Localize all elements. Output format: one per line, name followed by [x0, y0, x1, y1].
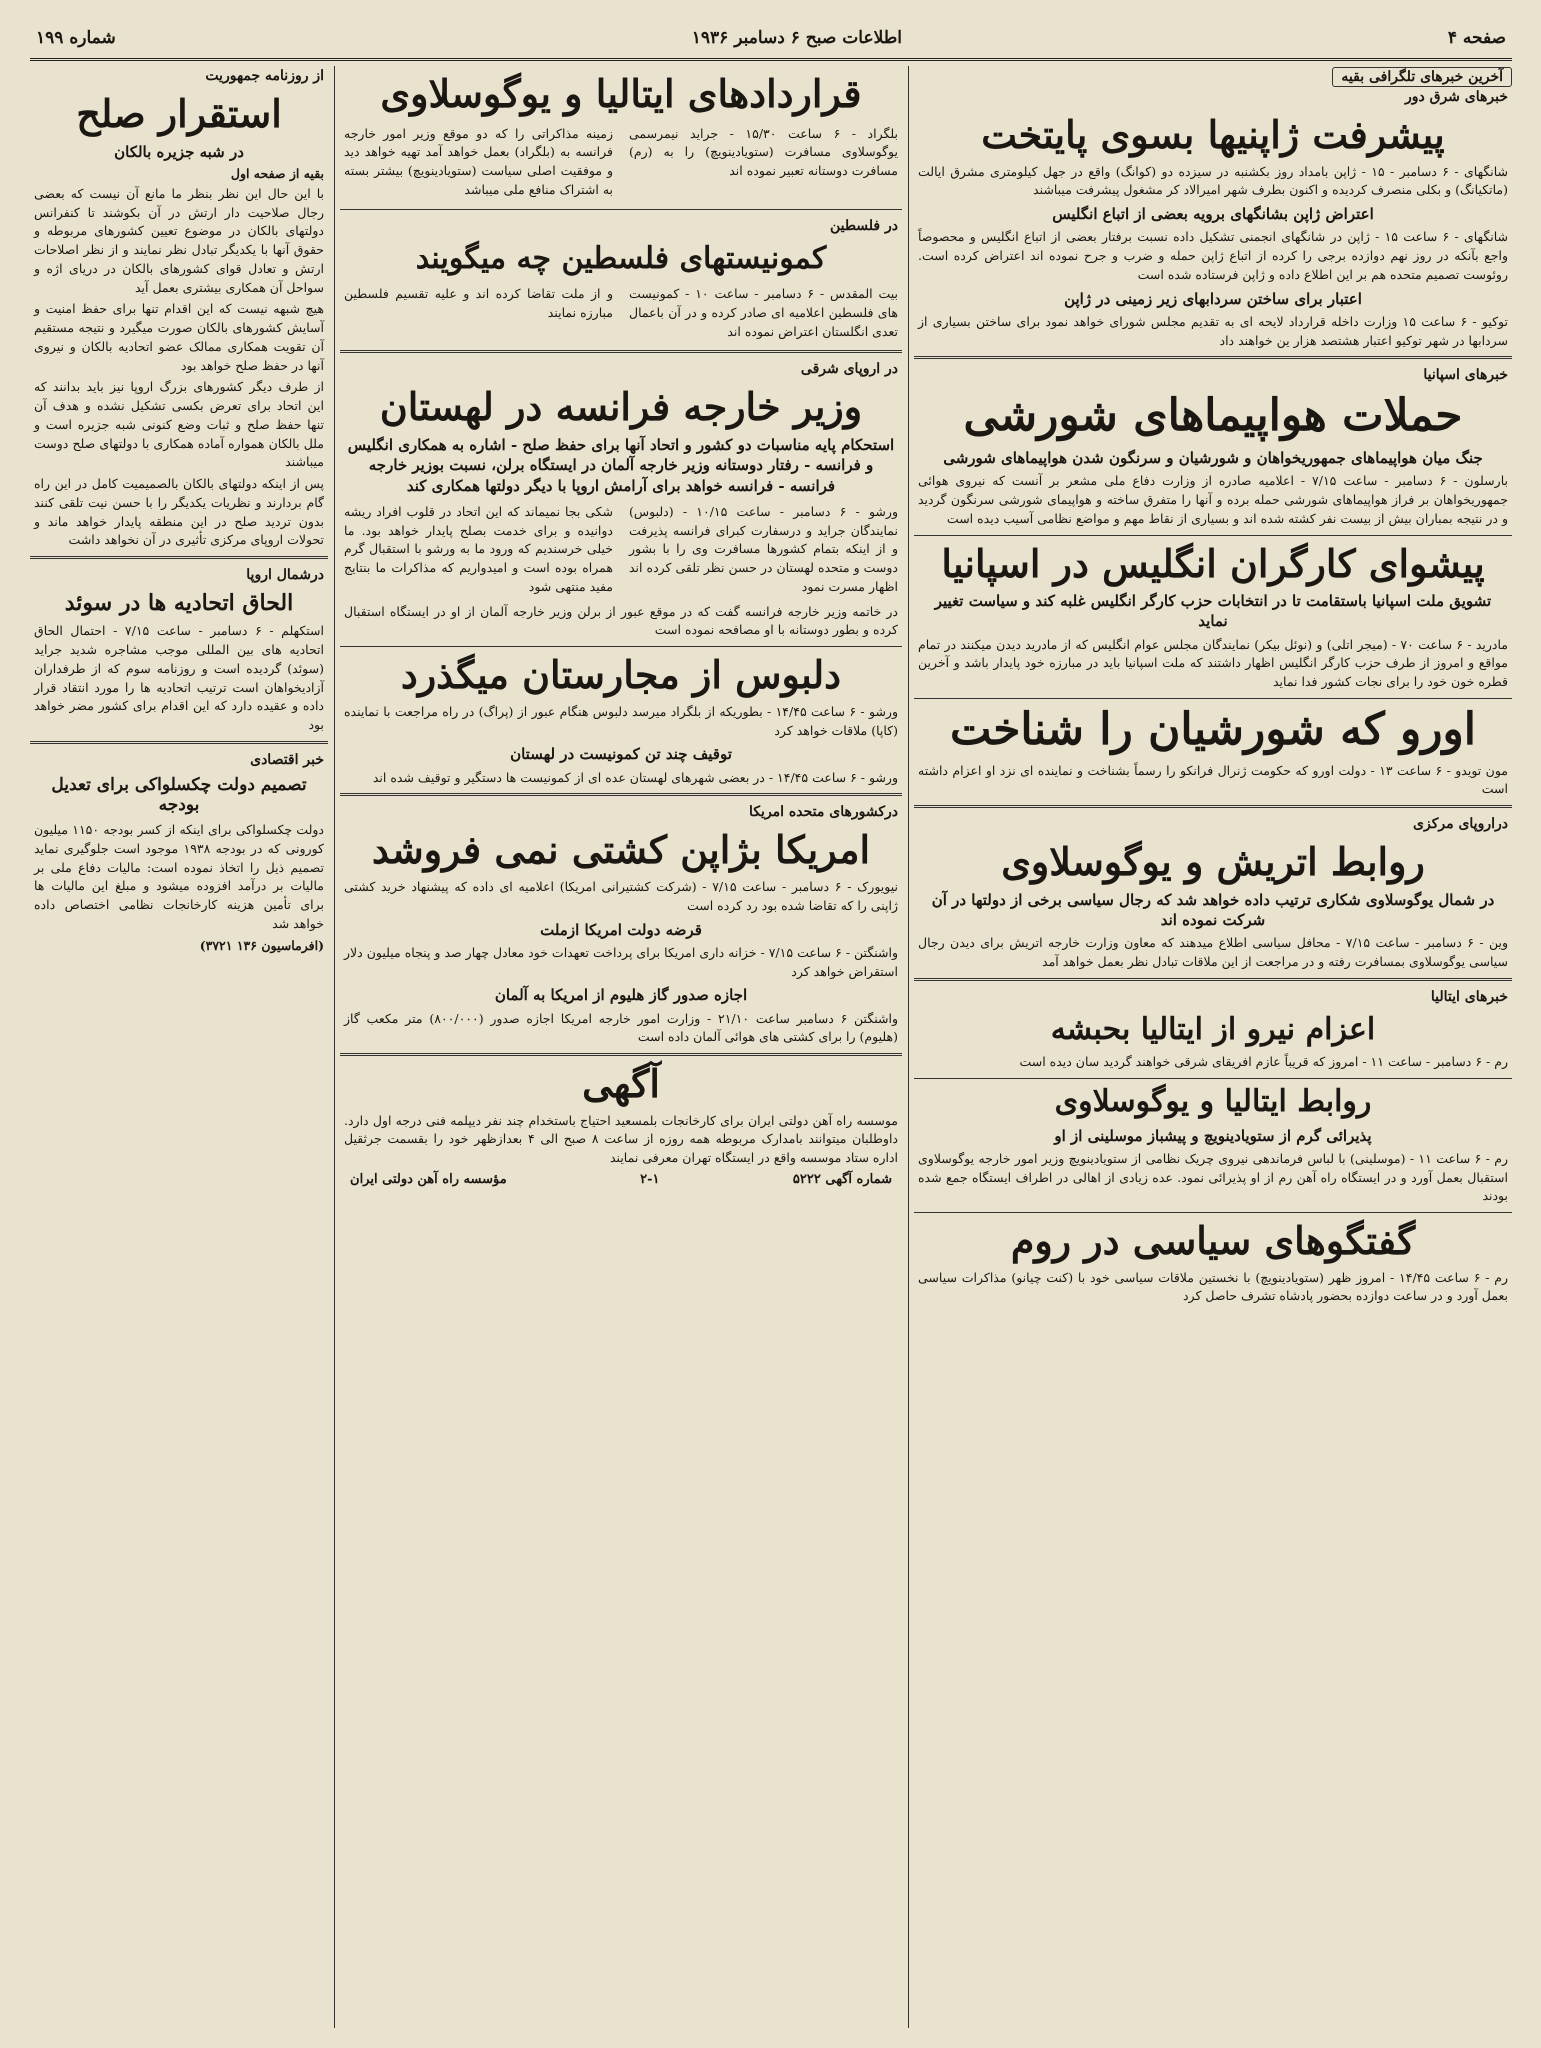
article-body: هیچ شبهه نیست که این اقدام تنها برای حفظ امنیت و آسایش کشورهای بالکان صورت میگیرد و نتیجه مستقیم آن تقویت همکاری ممالک عضو اتحادیه بالکان و نیروی آنها در حفظ صلح خواهد بود: [34, 301, 324, 373]
section-label: در اروپای شرقی: [800, 361, 898, 378]
section-label: خبرهای شرق دور: [1404, 89, 1508, 105]
reference: (افرماسیون ۱۳۶ ۳۷۲۱): [199, 937, 324, 953]
subheadline: در شمال یوگوسلاوی شکاری ترتیب داده خواهد شد که رجال سیاسی برخی از دولتها در آن شرکت نموده اند: [931, 890, 1495, 929]
article-palestine: [340, 242, 902, 345]
divider: [914, 698, 1512, 699]
subheadline: اعتبار برای ساختن سردابهای زیر زمینی در ژاپن: [1064, 289, 1362, 308]
subheadline: اجازه صدور گاز هلیوم از امریکا به آلمان: [494, 986, 748, 1005]
divider: [914, 356, 1512, 359]
article-oviedo: [914, 705, 1512, 799]
article-italy-yugo-agreements: [340, 72, 902, 203]
headline: کمونیستهای فلسطین چه میگویند: [415, 240, 827, 276]
subheadline: تشویق ملت اسپانیا باستقامت تا در انتخابات حزب کارگر انگلیس غلبه کند و سیاست تغییر نماید: [934, 592, 1492, 631]
article-austria: [914, 840, 1512, 972]
article-body: مادرید - ۶ ساعت ۷۰ - (میجر اتلی) و (نوئل بیکر) نمایندگان مجلس عوام انگلیس که از مادرید دیدن میکنند در تمام مواقع و امروز از طرف حزب کارگر انگلیس اظهار داشتند که ملت اسپانیا باید در مبارزه خود پایدار باشد و آخرین قطره خون خود را برای نجات کشور فدا نماید: [918, 636, 1508, 690]
section-label: دراروپای مرکزی: [1413, 816, 1508, 833]
divider: [914, 1212, 1512, 1213]
subheadline: توقیف چند تن کمونیست در لهستان: [510, 745, 732, 764]
divider: [340, 793, 902, 796]
ad-body: موسسه راه آهن دولتی ایران برای کارخانجات بلمسعید احتیاج باستخدام چند نفر دیپلمه فنی درجه اول دارد. داوطلبان میتوانند بامدارک مربوطه همه روزه از ساعت ۸ صبح الی ۴ بعدازظهر خود را بقسمت جرثقیل اداره ستاد موسسه واقع در ایستگاه تهران معرفی نمایند: [344, 1112, 899, 1166]
middle-column: [340, 66, 902, 2028]
subheadline: قرضه دولت امریکا ازملت: [540, 920, 702, 939]
section-label: خبر اقتصادی: [250, 751, 324, 768]
article-ethiopia: [914, 1013, 1512, 1072]
article-body: نیویورک - ۶ دسامبر - ساعت ۷/۱۵ - (شرکت کشتیرانی امریکا) اعلامیه ای داده که پیشنهاد خرید کشتی ژاپنی را که تقاضا شده بود رد کرده است: [344, 879, 898, 913]
article-japan: [914, 113, 1512, 350]
ad-title: آگهی: [582, 1061, 660, 1106]
headline: استقرار صلح: [76, 91, 282, 136]
article-body: شانگهای - ۶ دسامبر - ۱۵ - ژاپن بامداد روز بکشنبه در سیزده دو (کوانگ) واقع در جهل کیلومتری مشرق ایالت (ماتکیانگ) و بکلی منصرف کردیده و اکنون بطرف شهر امیرالاد کر مشغول پیشرفت میباشند: [918, 163, 1508, 198]
column-rule: [908, 66, 909, 2028]
article-body: از طرف دیگر کشورهای بزرگ اروپا نیز باید بدانند که این اتحاد برای تعرض بکسی تشکیل نشده و هدف آن تنها حفظ صلح و ثبات وضع کنونی شبه جزیره است و ملل بالکان همواره آماده همکاری با دولتهای صلح دوست میباشند: [34, 379, 324, 470]
divider: [340, 1053, 902, 1056]
section-label: از روزنامه جمهوریت: [205, 68, 324, 84]
divider: [914, 535, 1512, 536]
headline: روابط اتریش و یوگوسلاوی: [1001, 839, 1425, 885]
advertisement: [340, 1062, 902, 1187]
article-body: واشنگتن ۶ دسامبر ساعت ۲۱/۱۰ - وزارت امور خارجه امریکا اجازه صدور (۸۰۰/۰۰۰) متر مکعب گاز (هلیوم) را برای کشتی های هوائی آلمان داده است: [344, 1010, 898, 1045]
article-body: رم - ۶ ساعت ۱۴/۴۵ - امروز ظهر (ستویادینویچ) با نخستین ملاقات سیاسی خود با (کنت چیانو) مذاکرات سیاسی بعمل آورد و در ساعت دوازده بحضور پادشاه تشرف حاصل کرد: [918, 1269, 1508, 1304]
headline: روابط ایتالیا و یوگوسلاوی: [1054, 1084, 1372, 1119]
headline: تصمیم دولت چکسلواکی برای تعدیل بودجه: [51, 774, 307, 815]
article-planes: [914, 391, 1512, 528]
headline: اعزام نیرو از ایتالیا بحبشه: [1050, 1011, 1376, 1047]
section-label: درشمال اروپا: [246, 567, 324, 584]
headline: قراردادهای ایتالیا و یوگوسلاوی: [380, 71, 862, 116]
section-label: خبرهای ایتالیا: [1430, 988, 1508, 1005]
headline: دلبوس از مجارستان میگذرد: [400, 652, 842, 698]
headline: پیشرفت ژاپنیها بسوی پایتخت: [981, 112, 1445, 157]
article-body: شکی بجا نمیماند که این اتحاد در قلوب افراد ریشه دوانیده و برای خدمت بصلح پایدار خواهد بود. ما خیلی خرسندیم که ورود ما به ورشو با استقبال گرم همراه بوده است و امیدواریم که مذاکرات ما بنتایج مفید منتهی شود: [344, 503, 613, 594]
article-body: وین - ۶ دسامبر - ساعت ۷/۱۵ - محافل سیاسی اطلاع میدهند که معاون وزارت خارجه اتریش برای دیدن رجال سیاسی یوگوسلاوی بمسافرت رفته و در مراجعت از این ملاقات تبادل نظر بعمل خواهد آمد: [918, 935, 1508, 969]
article-body: زمینه مذاکراتی را که دو موقع وزیر امور خارجه فرانسه به (بلگراد) بعمل خواهد آمد تهیه خواهد دید و موفقیت اصلی سیاست (ستویادینویچ) بیشتر بسته به اشتراک منافع ملی میباشد: [344, 125, 613, 197]
right-column: [914, 66, 1512, 2028]
divider: [914, 978, 1512, 981]
ad-number: شماره آگهی ۵۲۲۲: [792, 1171, 892, 1187]
subheadline: اعتراض ژاپن بشانگهای برویه بعضی از اتباع انگلیس: [1052, 205, 1374, 224]
article-body: ورشو - ۶ ساعت ۱۴/۴۵ - بطوریکه از بلگراد میرسد دلبوس هنگام عبور از (پراگ) در راه مراجعت با نماینده (کاپا) ملاقات خواهد کرد: [344, 703, 898, 738]
article-body: رم - ۶ دسامبر - ساعت ۱۱ - امروز که قریباً عازم افریقای شرقی خواهند گردید سان دیده است: [1019, 1054, 1508, 1070]
column-rule: [334, 66, 335, 2028]
divider: [30, 741, 328, 744]
article-body: مون تویدو - ۶ ساعت ۱۳ - دولت اورو که حکومت ژنرال فرانکو را رسماً بشناخت و نماینده ای نزد او اعزام داشته است: [918, 762, 1508, 797]
article-body: توکیو - ۶ ساعت ۱۵ وزارت داخله قرارداد لایحه ای به تقدیم مجلس شورای خواهد نمود برای ساختن بسیاری از سردابها در شهر توکیو اعتبار هشتصد هزار ین خواهند داد: [918, 313, 1508, 348]
subheadline: پذیرائی گرم از ستویادینویچ و پیشباز موسلینی از او: [1054, 1126, 1372, 1145]
page-number: صفحه ۴: [1447, 28, 1506, 48]
subheadline: در شبه جزیره بالکان: [114, 142, 244, 161]
section-label: در فلسطین: [829, 217, 898, 234]
article-body: دولت چکسلواکی برای اینکه از کسر بودجه ۱۱۵۰ میلیون کورونی که در بودجه ۱۹۳۸ موجود است جلوگیری نماید تصمیم ذیل را اتخاذ نموده است: مالیات دفاع ملی بر مالیات بر درآمد افزوده میشود و مبلغ این مالیات ها برای تأمین هزینه کارخانجات نظامی اختصاص داده خواهد شد: [34, 822, 324, 931]
article-body: ورشو - ۶ دسامبر - ساعت ۱۰/۱۵ - (دلبوس) نمایندگان جراید و درسفارت کبرای فرانسه پذیرفت و از اینکه بتمام کشورها مسافرت وی را با بشور دوست و متحده لهستان در حسن نظر تلقی کرده اند اظهار مسرت نمود: [629, 503, 898, 594]
headline: پیشوای کارگران انگلیس در اسپانیا: [941, 540, 1485, 586]
article-delbos: [340, 653, 902, 787]
article-body: بارسلون - ۶ دسامبر - ساعت ۷/۱۵ - اعلامیه صادره از وزارت دفاع ملی مشعر بر آنست که نیروی هوائی جمهوریخواهان بر فراز هواپیماهای شورشی حمله برده و آنها را متفرق ساخته و هواپیمای شورشی سرنگون گردید و در نتیجه بمباران بیش از بیست نفر کشته شده اند و بسیاری از نقاط مهم و مواضع نظامی آسیب دیده است: [918, 473, 1508, 526]
article-body: بیت المقدس - ۶ دسامبر - ساعت ۱۰ - کمونیست های فلسطین اعلامیه ای صادر کرده و در آن باعمال تعدی انگلستان اعتراض نموده اند: [629, 286, 898, 339]
divider: [340, 209, 902, 210]
ad-signature: مؤسسه راه آهن دولتی ایران: [350, 1171, 507, 1187]
divider: [914, 1078, 1512, 1079]
article-labour: [914, 542, 1512, 692]
article-body: پس از اینکه دولتهای بالکان بالصمیمیت کامل در این راه گام بردارند و نظریات یکدیگر را با حسن نیت تلقی کنند بدون تردید صلح در این منطقه پایدار خواهد ماند و تحولات اروپای مرکزی تأثیری در آن نخواهد داشت: [34, 476, 324, 548]
article-body: بلگراد - ۶ ساعت ۱۵/۳۰ - جراید نیمرسمی یوگوسلاوی مسافرت (ستویادینویچ) را به (رم) مسافرت دوستانه تعبیر نموده اند: [629, 125, 898, 179]
divider: [30, 556, 328, 559]
ad-code: ۲-۱: [640, 1171, 660, 1187]
article-body: و از ملت تقاضا کرده اند و علیه تقسیم فلسطین مبارزه نمایند: [344, 286, 613, 320]
headline: امریکا بژاپن کشتی نمی فروشد: [371, 827, 871, 873]
article-america: [340, 828, 902, 1047]
article-body: رم - ۶ ساعت ۱۱ - (موسلینی) با لباس فرماندهی نیروی چریک نظامی از ستویادینویچ وزیر امور خارجه یوگوسلاوی استقبال بعمل آورد و در ایستگاه راه آهن رم از او پذیرائی نمود. عده زیادی از اهالی در اطراف ایستگاه جمع شده بودند: [918, 1150, 1508, 1204]
article-rome: [914, 1219, 1512, 1306]
divider: [340, 350, 902, 353]
article-body: استکهلم - ۶ دسامبر - ساعت ۷/۱۵ - احتمال الحاق اتحادیه های بین المللی موجب مشاجره شدید جراید (سوئد) گردیده است و روزنامه سوم که از طرفداران آزادیخواهان است ترتیب اتحادیه ها را مورد انتقاد قرار داده و عقیده دارد که این اقدام برای کشور مضر خواهد بود: [34, 623, 325, 733]
headline: الحاق اتحادیه ها در سوئد: [64, 590, 294, 617]
headline: وزیر خارجه فرانسه در لهستان: [379, 384, 863, 430]
article-body: در خاتمه وزیر خارجه فرانسه گفت که در موقع عبور از برلن وزیر خارجه آلمان از او در ایستگاه استقبال کرده و بطور دوستانه با او مصافحه نموده است: [344, 603, 898, 638]
article-body: شانگهای - ۶ ساعت ۱۵ - ژاپن در شانگهای انجمنی تشکیل داده نسبت برفتار بعضی از اتباع انگلیس و محصوصاً واجع بآنکه در روز نهم دوازده برجی را کرده از اتباع ژاپن حمله و ضرب و جرح نموده اند اعتراض کرده است. روئوست تصمیم متحده هم بر این اطلاع داده و ژاپن فرستاده شده است: [918, 229, 1508, 282]
article-body: واشنگتن - ۶ ساعت ۷/۱۵ - خزانه داری امریکا برای پرداخت تعهدات خود معادل چهار صد و پنجاه میلیون دلار استقراض خواهد کرد: [344, 944, 898, 979]
section-label: آخرین خبرهای تلگرافی بقیه: [1332, 67, 1512, 87]
article-body: ورشو - ۶ ساعت ۱۴/۴۵ - در بعضی شهرهای لهستان عده ای از کمونیست ها دستگیر و توقیف شده اند: [372, 769, 898, 785]
article-italy-yugo: [914, 1085, 1512, 1206]
paper-date: اطلاعات صبح ۶ دسامبر ۱۹۳۶: [691, 28, 902, 48]
left-column: [30, 66, 328, 2028]
subheadline: استحکام پایه مناسبات دو کشور و اتحاد آنها برای حفظ صلح - اشاره به همکاری انگلیس و فرانسه - رفتار دوستانه وزیر خارجه آلمان در ایستگاه برلن، نسبت بوزیر خارجه فرانسه - فرانسه خواهد برای آرامش اروپا با دیگر دولتها همکاری کند: [347, 436, 895, 495]
headline: اورو که شورشیان را شناخت: [950, 703, 1476, 755]
section-label: خبرهای اسپانیا: [1423, 367, 1508, 384]
divider: [914, 805, 1512, 808]
issue-number: شماره ۱۹۹: [36, 28, 116, 48]
headline: حملات هواپیماهای شورشی: [963, 390, 1463, 442]
subheadline: جنگ میان هواپیماهای جمهوریخواهان و شورشیان و سرنگون شدن هواپیماهای شورشی: [943, 449, 1483, 468]
continued-note: بقیه از صفحه اول: [230, 165, 324, 181]
masthead: [30, 24, 1512, 61]
divider: [340, 646, 902, 647]
article-body: با این حال این نظر بنظر ما مانع آن نیست که بعضی رجال صلاحیت دار ارتش در آن بکوشند تا کنفرانس دولتهای بالکان در موضوع تعیین کشورهای مربوطه و حقوق آنها با یکدیگر تبادل نظر نمایند و از نظر اصلاحات ارتش و تعادل قوای کشورهای بالکان در دریای اژه و سواحل آن همکاری بیشتری بعمل آید: [34, 185, 324, 295]
headline: گفتگوهای سیاسی در روم: [1010, 1218, 1416, 1263]
article-france-poland: [340, 385, 902, 640]
section-label: درکشورهای متحده امریکا: [749, 804, 898, 821]
